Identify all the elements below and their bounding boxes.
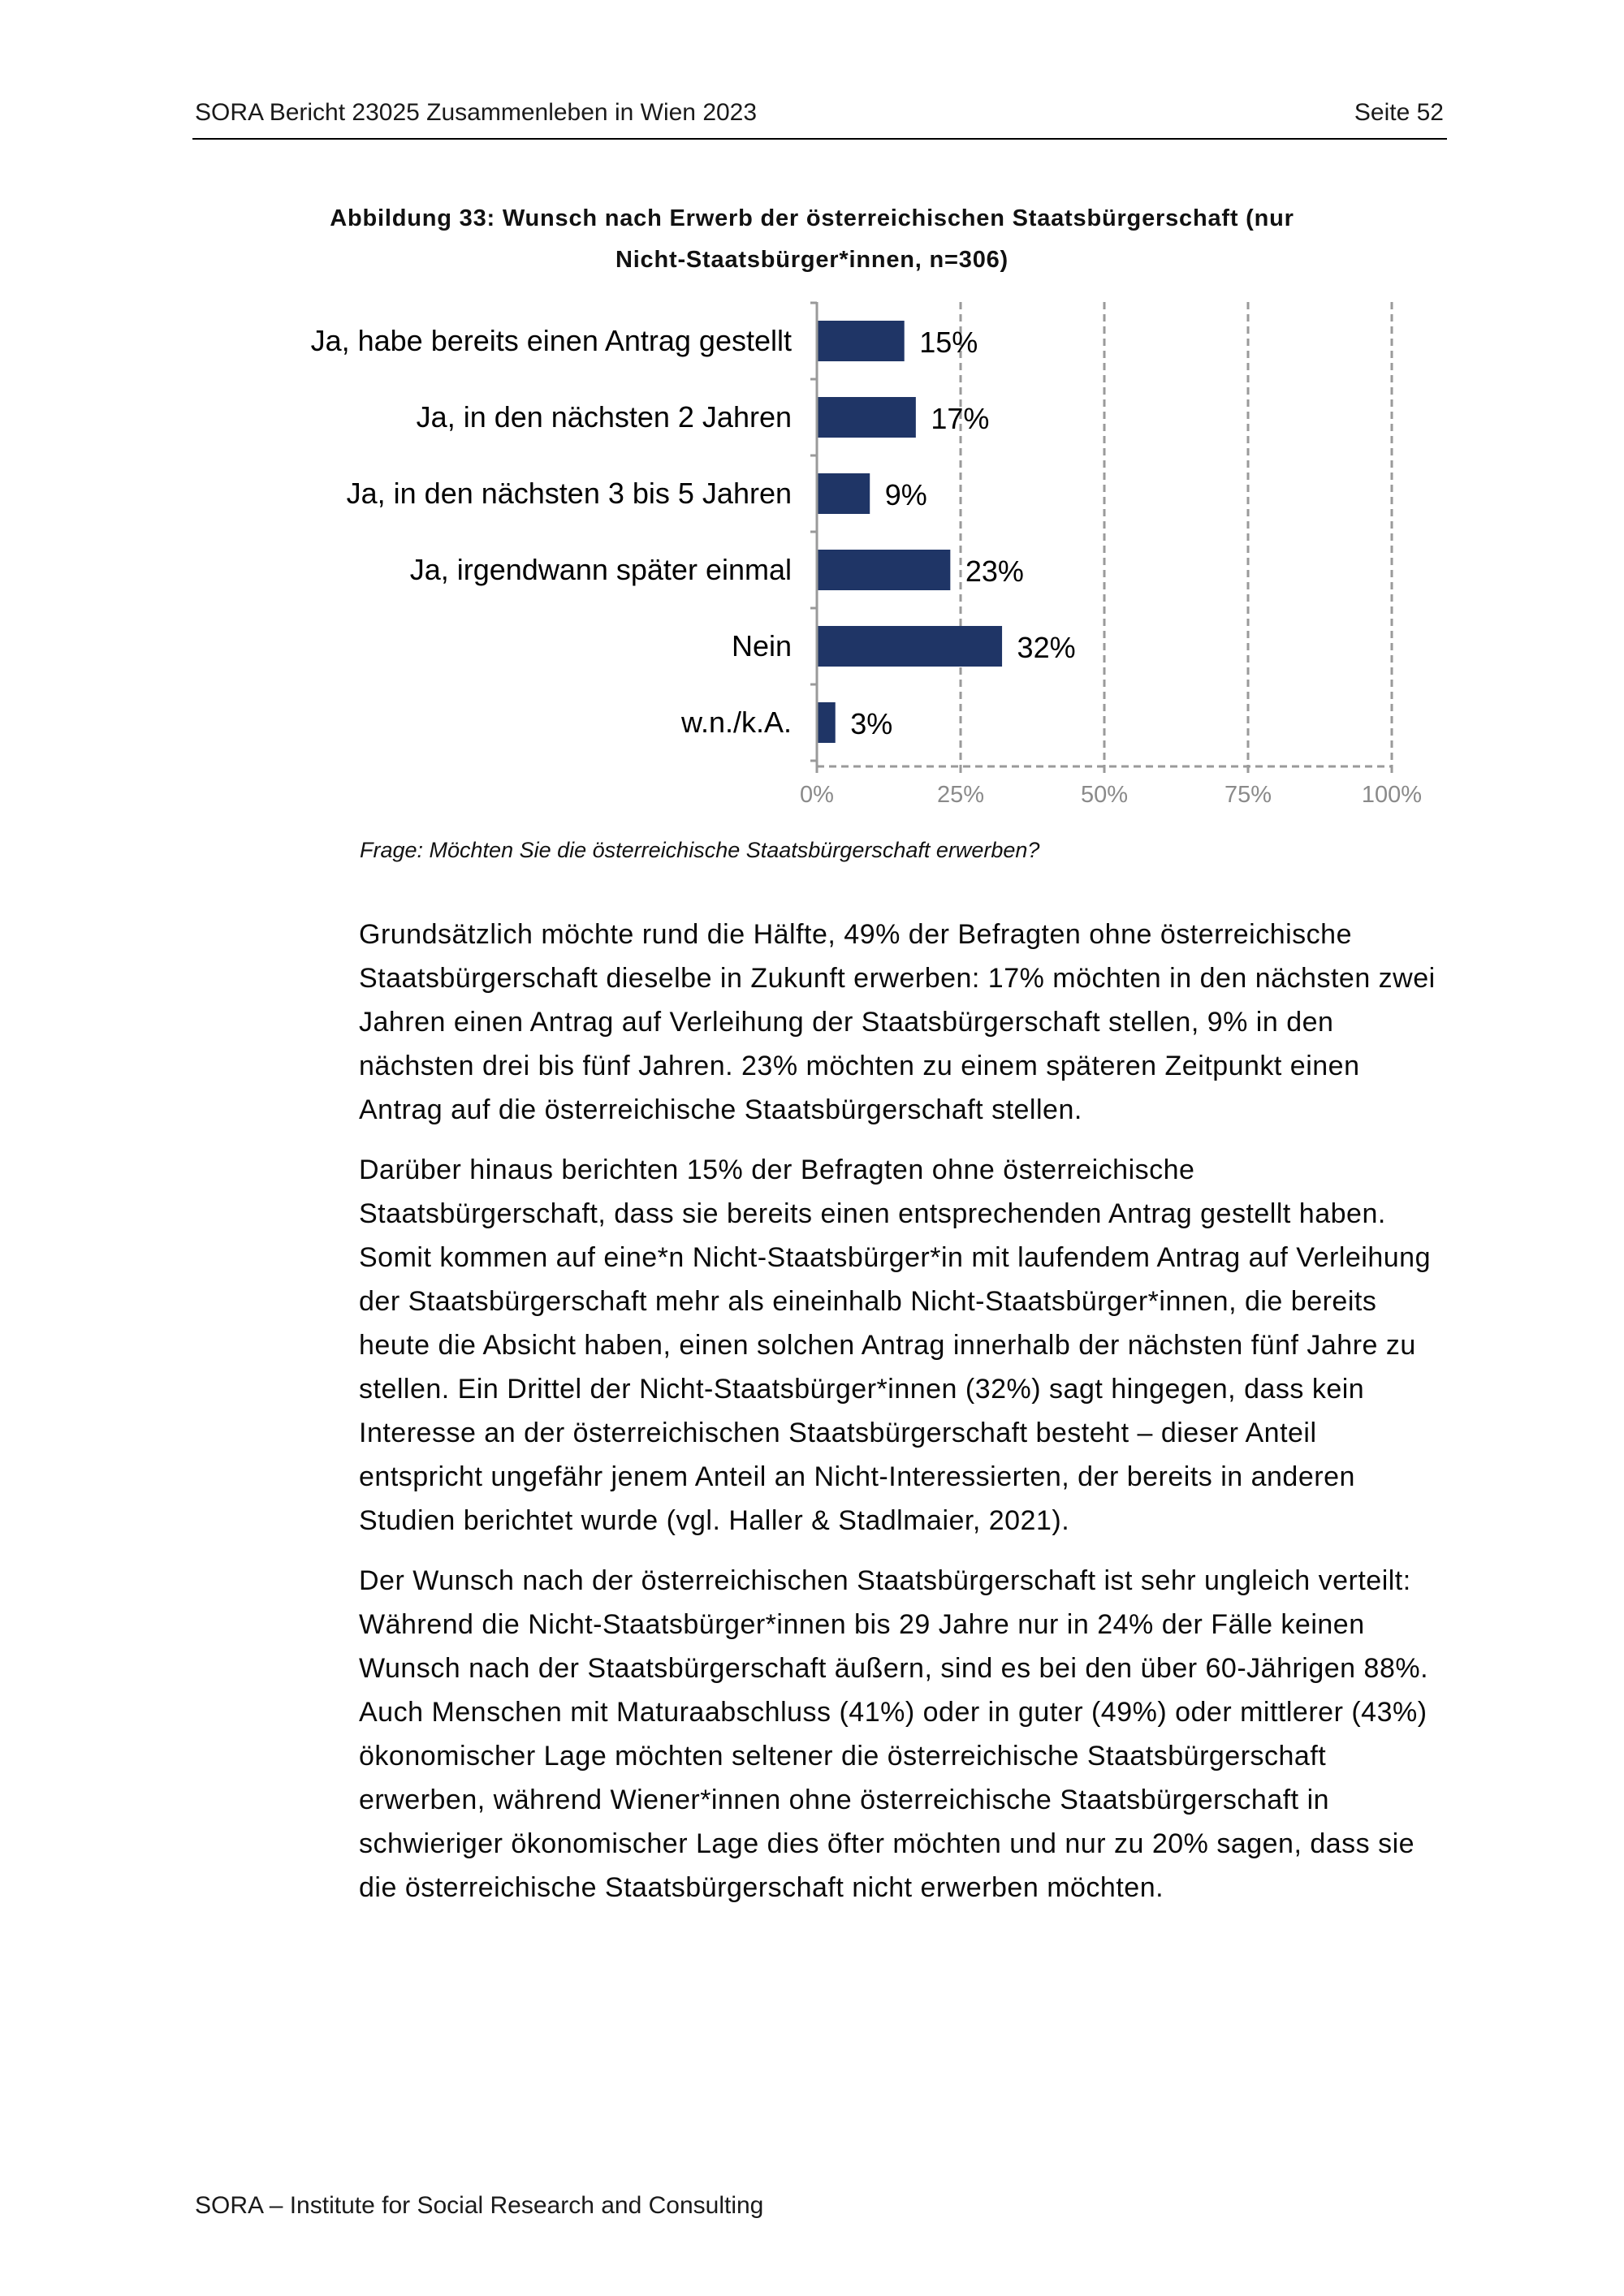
x-tick-label: 0%: [800, 782, 834, 808]
paragraph-2: Darüber hinaus berichten 15% der Befragten ohne österreichische Staatsbürgerschaft, dass sie bereits einen entsprechenden Antrag gestellt haben. Somit kommen auf eine*n Nicht-Staatsbürger*in mit laufendem Antrag auf Verleihung der Staatsbürgerschaft mehr als eineinhalb Nicht-Staatsbürger*innen, die bereits heute die Absicht haben, einen solchen Antrag innerhalb der nächsten fünf Jahre zu stellen. Ein Drittel der Nicht-Staatsbürger*innen (32%) sagt hingegen, dass kein Interesse an der österreichischen Staatsbürgerschaft besteht – dieser Anteil entspricht ungefähr jenem Anteil an Nicht-Interessierten, der bereits in anderen Studien berichtet wurde (vgl. Haller & Stadlmaier, 2021).: [359, 1154, 1431, 1536]
category-label: Ja, in den nächsten 2 Jahren: [416, 400, 792, 434]
value-label: 17%: [931, 402, 990, 435]
category-label: Ja, irgendwann später einmal: [409, 553, 792, 586]
value-label: 15%: [919, 326, 978, 359]
x-tick-label: 100%: [1361, 782, 1423, 808]
value-label: 23%: [965, 555, 1024, 588]
bar: [818, 397, 916, 438]
report-title: SORA Bericht 23025 Zusammenleben in Wien 2023: [195, 99, 758, 126]
page-number: Seite 52: [1354, 99, 1444, 126]
x-tick-label: 25%: [936, 782, 985, 808]
survey-question: Frage: Möchten Sie die österreichische Staatsbürgerschaft erwerben?: [360, 838, 1040, 862]
value-label: 32%: [1017, 631, 1076, 664]
bar: [818, 321, 905, 361]
bar: [818, 550, 951, 590]
bar: [818, 702, 836, 743]
category-label: Nein: [731, 629, 792, 662]
paragraph-1: Grundsätzlich möchte rund die Hälfte, 49% der Befragten ohne österreichische Staatsbürgerschaft dieselbe in Zukunft erwerben: 17% möchten in den nächsten zwei Jahren einen Antrag auf Verleihung der Staatsbürgerschaft stellen, 9% in den nächsten drei bis fünf Jahren. 23% möchten zu einem späteren Zeitpunkt einen Antrag auf die österreichische Staatsbürgerschaft stellen.: [359, 919, 1436, 1125]
figure-caption-line-2: Nicht-Staatsbürger*innen, n=306): [615, 247, 1009, 273]
body-text: [359, 913, 1439, 1926]
footer-text: SORA – Institute for Social Research and Consulting: [195, 2192, 764, 2219]
x-tick-label: 50%: [1080, 782, 1129, 808]
value-label: 9%: [884, 478, 927, 511]
bar-chart: [0, 0, 1624, 812]
category-label: Ja, in den nächsten 3 bis 5 Jahren: [346, 477, 792, 510]
bar: [818, 473, 870, 514]
value-label: 3%: [850, 707, 893, 740]
category-label: w.n./k.A.: [680, 706, 792, 739]
category-label: Ja, habe bereits einen Antrag gestellt: [310, 324, 792, 357]
figure-caption-line-1: Abbildung 33: Wunsch nach Erwerb der österreichischen Staatsbürgerschaft (nur: [330, 205, 1294, 231]
paragraph-3: Der Wunsch nach der österreichischen Staatsbürgerschaft ist sehr ungleich verteilt: Während die Nicht-Staatsbürger*innen bis 29 Jahre nur in 24% der Fälle keinen Wunsch nach der Staatsbürgerschaft äußern, sind es bei den über 60-Jährigen 88%. Auch Menschen mit Maturaabschluss (41%) oder in guter (49%) oder mittlerer (43%) ökonomischer Lage möchten seltener die österreichische Staatsbürgerschaft erwerben, während Wiener*innen ohne österreichische Staatsbürgerschaft in schwieriger ökonomischer Lage dies öfter möchten und nur zu 20% sagen, dass sie die österreichische Staatsbürgerschaft nicht erwerben möchten.: [359, 1565, 1429, 1903]
bar: [818, 626, 1003, 667]
x-tick-label: 75%: [1224, 782, 1272, 808]
